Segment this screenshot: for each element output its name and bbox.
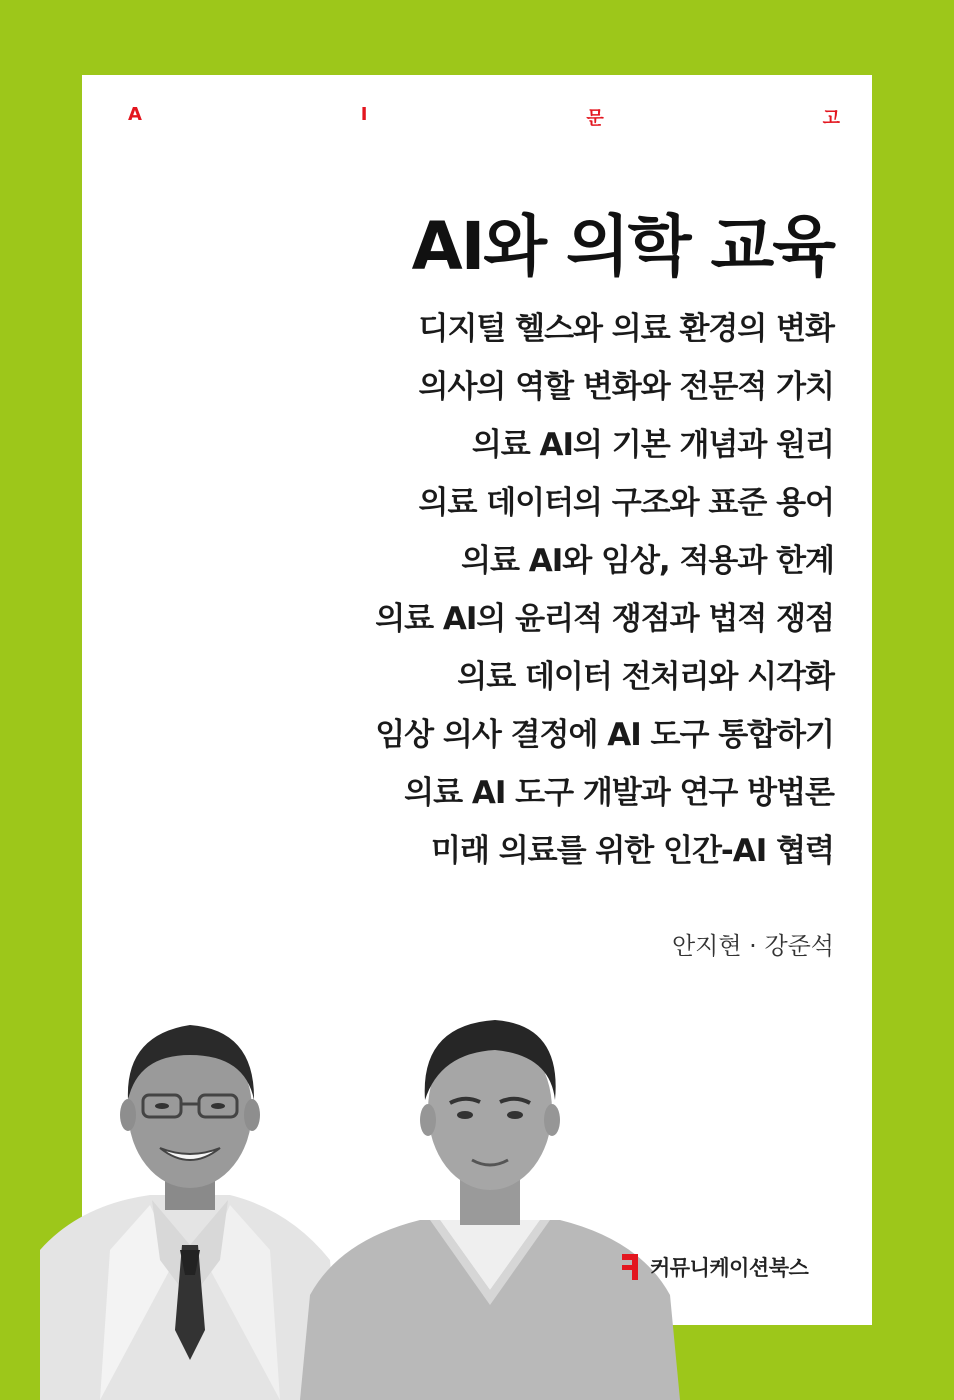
contents-item: 의료 AI 도구 개발과 연구 방법론 <box>404 775 834 811</box>
contents-item: 미래 의료를 위한 인간-AI 협력 <box>431 833 834 869</box>
contents-list <box>375 305 834 885</box>
contents-item: 의료 데이터 전처리와 시각화 <box>457 659 834 695</box>
contents-item: 디지털 헬스와 의료 환경의 변화 <box>418 311 834 347</box>
contents-item: 의료 AI와 임상, 적용과 한계 <box>461 543 834 579</box>
contents-item: 의료 AI의 윤리적 쟁점과 법적 쟁점 <box>375 601 834 637</box>
author-photo-left <box>40 1000 340 1400</box>
series-letter: 고 <box>822 108 840 129</box>
contents-item: 임상 의사 결정에 AI 도구 통합하기 <box>375 717 834 753</box>
contents-item: 의료 데이터의 구조와 표준 용어 <box>418 485 834 521</box>
contents-item: 의사의 역할 변화와 전문적 가치 <box>418 369 834 405</box>
series-letter: 문 <box>586 108 604 129</box>
publisher-logo-icon <box>622 1252 644 1282</box>
authors: 안지현 · 강준석 <box>672 932 834 960</box>
publisher <box>622 1252 808 1282</box>
author-photo-right <box>300 1005 690 1400</box>
contents-item: 의료 AI의 기본 개념과 원리 <box>471 427 834 463</box>
series-letter: I <box>360 104 368 125</box>
series-letter: A <box>128 104 142 125</box>
series-label <box>128 104 840 128</box>
book-title: AI와 의학 교육 <box>411 208 834 285</box>
publisher-name: 커뮤니케이션북스 <box>650 1256 809 1280</box>
